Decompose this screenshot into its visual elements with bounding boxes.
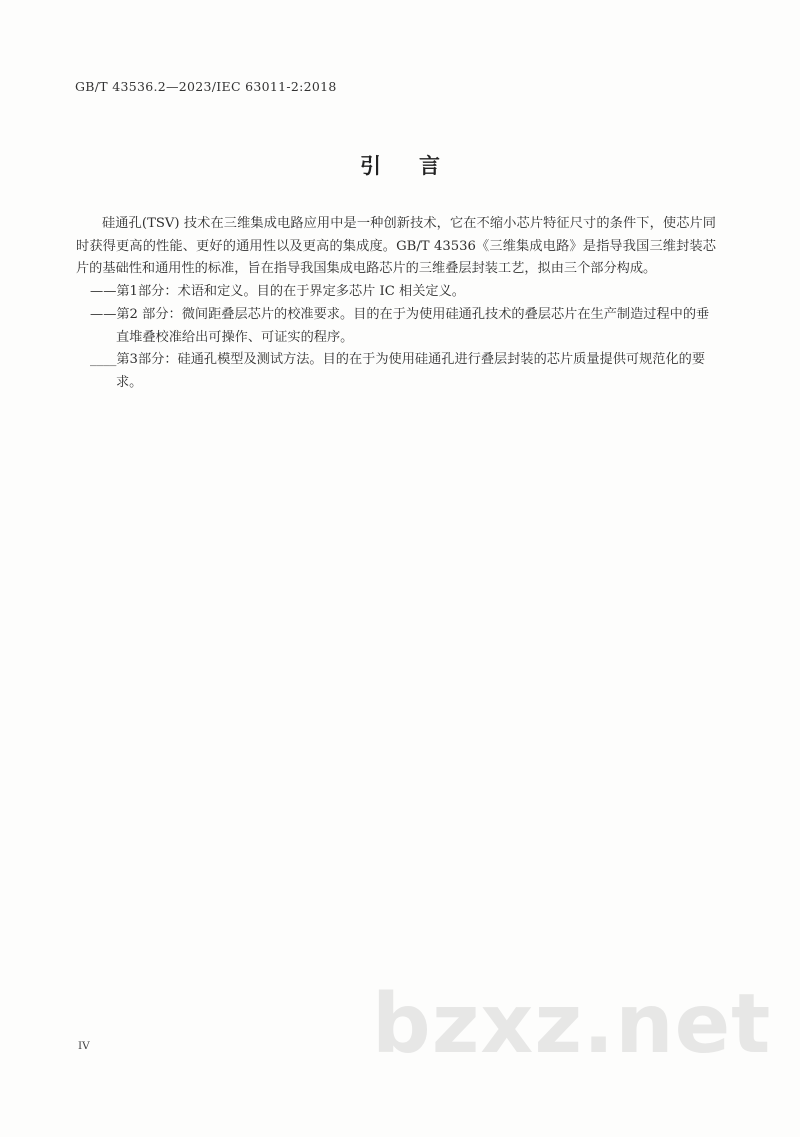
list-dash: ____ bbox=[90, 352, 117, 368]
list-item-text: 第2 部分：微间距叠层芯片的校准要求。目的在于为使用硅通孔技术的叠层芯片在生产制造过程中的垂直堆叠校准给出可操作、可证实的程序。 bbox=[116, 306, 710, 345]
list-item bbox=[76, 349, 716, 394]
list-item bbox=[76, 304, 716, 349]
watermark-logo: bzxz.net bbox=[372, 977, 772, 1072]
list-dash: —— bbox=[90, 306, 117, 322]
list-item-text: 第1部分：术语和定义。目的在于界定多芯片 IC 相关定义。 bbox=[116, 284, 465, 300]
list-dash: —— bbox=[90, 284, 117, 300]
section-title: 引言 bbox=[360, 153, 478, 178]
intro-paragraph: 硅通孔(TSV) 技术在三维集成电路应用中是一种创新技术，它在不缩小芯片特征尺寸的条件下，使芯片同时获得更高的性能、更好的通用性以及更高的集成度。GB/T 43536《三维集成电路》是指导我国三维封装芯片的基础性和通用性的标准，旨在指导我国集成电路芯片的三维叠层封装工艺，拟由三个部分构成。 bbox=[76, 216, 716, 277]
list-item-text: 第3部分：硅通孔模型及测试方法。目的在于为使用硅通孔进行叠层封装的芯片质量提供可规范化的要求。 bbox=[116, 352, 706, 390]
page-number: IV bbox=[78, 1040, 90, 1052]
body-text bbox=[76, 213, 716, 395]
standard-code-header: GB/T 43536.2—2023/IEC 63011-2:2018 bbox=[75, 79, 337, 94]
list-item bbox=[76, 281, 716, 304]
